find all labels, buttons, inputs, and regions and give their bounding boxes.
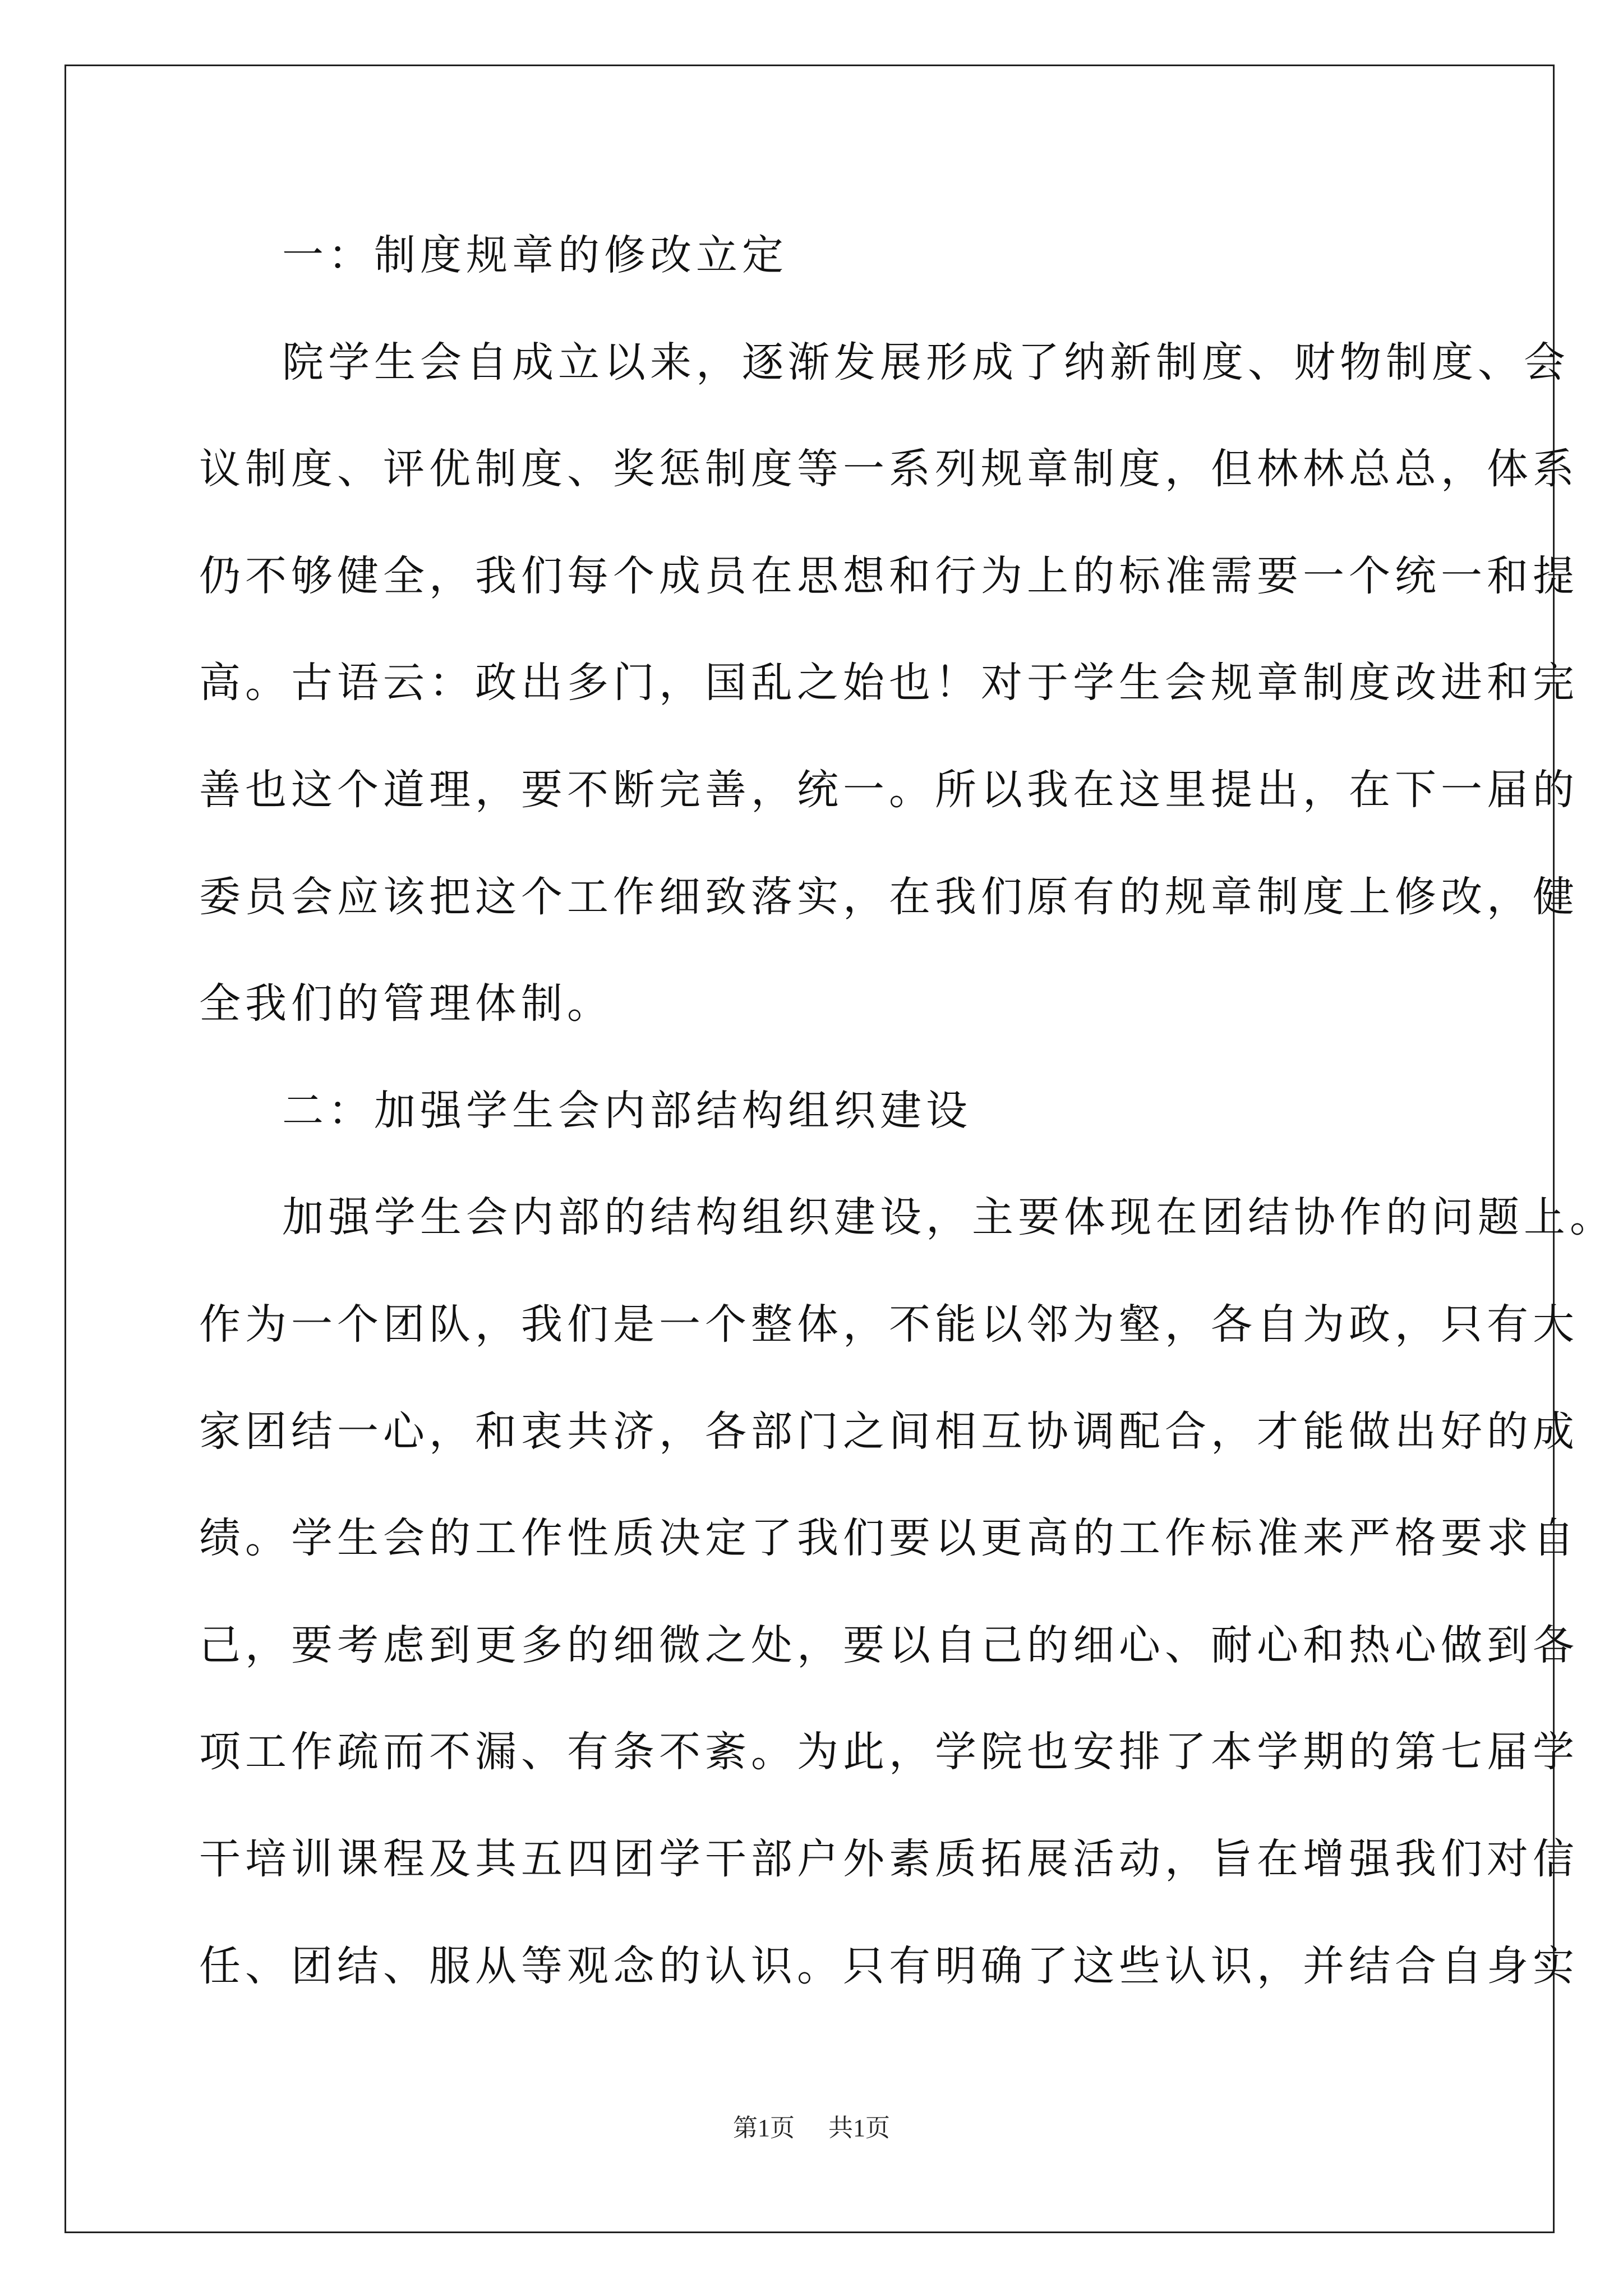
paragraph-line: 全我们的管理体制。 xyxy=(199,979,613,1028)
paragraph-line: 家团结一心，和衷共济，各部门之间相互协调配合，才能做出好的成 xyxy=(199,1407,1579,1456)
page-total: 共1页 xyxy=(828,2114,890,2142)
paragraph-line: 己，要考虑到更多的细微之处，要以自己的细心、耐心和热心做到各 xyxy=(199,1621,1579,1669)
section-heading-1: 一：制度规章的修改立定 xyxy=(282,231,788,279)
paragraph-line: 加强学生会内部的结构组织建设，主要体现在团结协作的问题上。 xyxy=(282,1193,1616,1242)
paragraph-line: 仍不够健全，我们每个成员在思想和行为上的标准需要一个统一和提 xyxy=(199,551,1579,600)
page-footer xyxy=(0,2111,1623,2145)
paragraph-line: 任、团结、服从等观念的认识。只有明确了这些认识，并结合自身实 xyxy=(199,1941,1579,1990)
paragraph-line: 高。古语云：政出多门，国乱之始也！对于学生会规章制度改进和完 xyxy=(199,659,1579,707)
paragraph-line: 议制度、评优制度、奖惩制度等一系列规章制度，但林林总总，体系 xyxy=(199,445,1579,494)
paragraph-line: 干培训课程及其五四团学干部户外素质拓展活动，旨在增强我们对信 xyxy=(199,1834,1579,1883)
page-number: 第1页 xyxy=(733,2114,795,2142)
section-heading-2: 二：加强学生会内部结构组织建设 xyxy=(282,1086,972,1135)
paragraph-line: 委员会应该把这个工作细致落实，在我们原有的规章制度上修改，健 xyxy=(199,872,1579,921)
paragraph-line: 项工作疏而不漏、有条不紊。为此，学院也安排了本学期的第七届学 xyxy=(199,1728,1579,1777)
paragraph-line: 作为一个团队，我们是一个整体，不能以邻为壑，各自为政，只有大 xyxy=(199,1300,1579,1349)
paragraph-line: 院学生会自成立以来，逐渐发展形成了纳新制度、财物制度、会 xyxy=(282,338,1570,386)
document-body xyxy=(199,213,1616,2031)
paragraph-line: 善也这个道理，要不断完善，统一。所以我在这里提出，在下一届的 xyxy=(199,765,1579,814)
paragraph-line: 绩。学生会的工作性质决定了我们要以更高的工作标准来严格要求自 xyxy=(199,1514,1579,1563)
